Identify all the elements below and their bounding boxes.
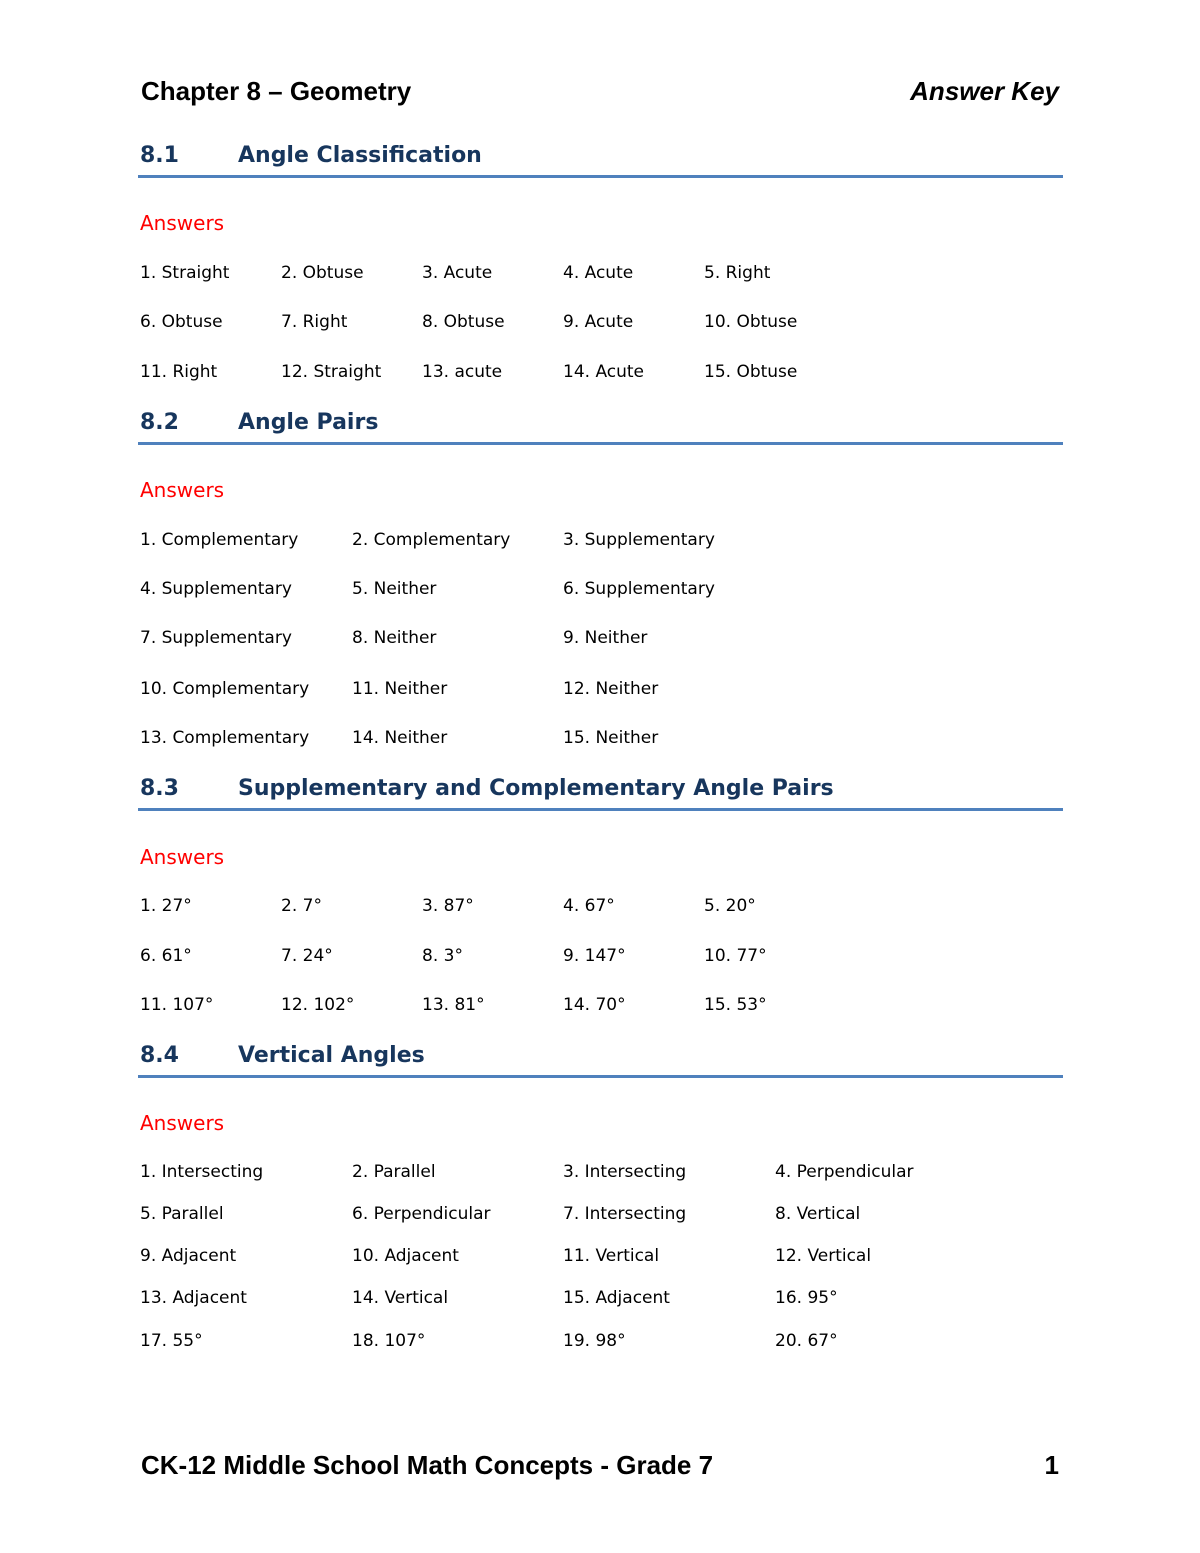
answer-item: 13. 81° [422, 995, 485, 1015]
footer-title: CK-12 Middle School Math Concepts - Grade 7 [141, 1450, 714, 1480]
answers-label: Answers [140, 211, 225, 235]
answer-item: 10. 77° [704, 946, 767, 966]
answer-item: 13. Adjacent [140, 1288, 247, 1308]
section-title: Supplementary and Complementary Angle Pairs [238, 776, 834, 801]
answer-item: 13. Complementary [140, 728, 310, 748]
answer-item: 3. Supplementary [563, 530, 715, 550]
section-number: 8.1 [140, 143, 179, 168]
answer-item: 4. Perpendicular [775, 1162, 914, 1182]
answer-item: 6. Supplementary [563, 579, 715, 599]
answer-item: 10. Obtuse [704, 312, 798, 332]
answer-item: 6. Obtuse [140, 312, 223, 332]
section-title: Angle Pairs [238, 410, 379, 435]
answer-item: 15. Neither [563, 728, 659, 748]
section-number: 8.3 [140, 776, 179, 801]
answer-item: 9. Adjacent [140, 1246, 237, 1266]
answer-item: 9. Neither [563, 628, 648, 648]
answer-item: 8. Obtuse [422, 312, 505, 332]
page-number: 1 [1044, 1450, 1059, 1480]
answer-item: 5. Parallel [140, 1204, 224, 1224]
answer-item: 7. 24° [281, 946, 333, 966]
answer-item: 2. Obtuse [281, 263, 364, 283]
section-number: 8.2 [140, 410, 179, 435]
answer-item: 11. Neither [352, 679, 448, 699]
section-8-3 [138, 774, 1063, 1024]
answer-item: 17. 55° [140, 1331, 203, 1351]
answer-item: 15. Obtuse [704, 362, 798, 382]
answers-label: Answers [140, 1111, 225, 1135]
answer-item: 8. Vertical [775, 1204, 861, 1224]
page-header [141, 74, 1059, 110]
answer-item: 9. 147° [563, 946, 626, 966]
section-heading [138, 141, 1063, 178]
answer-item: 18. 107° [352, 1331, 426, 1351]
chapter-title: Chapter 8 – Geometry [141, 76, 412, 106]
section-8-1 [138, 141, 1063, 391]
answer-item: 15. 53° [704, 995, 767, 1015]
answer-item: 5. 20° [704, 896, 756, 916]
answer-item: 7. Supplementary [140, 628, 292, 648]
answer-item: 8. 3° [422, 946, 463, 966]
answer-item: 1. Complementary [140, 530, 299, 550]
answer-item: 4. Supplementary [140, 579, 292, 599]
answer-item: 11. 107° [140, 995, 214, 1015]
answer-item: 12. Straight [281, 362, 382, 382]
answer-item: 14. Vertical [352, 1288, 449, 1308]
page-footer [141, 1448, 1059, 1484]
answer-item: 14. 70° [563, 995, 626, 1015]
section-title: Vertical Angles [238, 1043, 425, 1068]
answer-item: 13. acute [422, 362, 503, 382]
answer-item: 5. Right [704, 263, 771, 283]
answer-item: 3. Acute [422, 263, 493, 283]
answer-item: 14. Neither [352, 728, 448, 748]
section-title: Angle Classification [238, 143, 482, 168]
section-heading [138, 1041, 1063, 1078]
answer-item: 3. Intersecting [563, 1162, 687, 1182]
answer-item: 4. 67° [563, 896, 615, 916]
answer-item: 9. Acute [563, 312, 634, 332]
section-number: 8.4 [140, 1043, 179, 1068]
answers-label: Answers [140, 845, 225, 869]
answer-item: 12. 102° [281, 995, 355, 1015]
answer-item: 16. 95° [775, 1288, 838, 1308]
answer-item: 19. 98° [563, 1331, 626, 1351]
section-heading [138, 774, 1063, 811]
answer-item: 8. Neither [352, 628, 437, 648]
answer-item: 6. Perpendicular [352, 1204, 491, 1224]
answer-item: 1. Straight [140, 263, 230, 283]
section-heading [138, 408, 1063, 445]
answer-key-label: Answer Key [910, 76, 1059, 106]
section-8-4 [138, 1041, 1063, 1361]
answer-item: 7. Intersecting [563, 1204, 687, 1224]
answer-item: 11. Right [140, 362, 218, 382]
answer-item: 1. 27° [140, 896, 192, 916]
answer-item: 20. 67° [775, 1331, 838, 1351]
answers-label: Answers [140, 478, 225, 502]
answer-item: 2. 7° [281, 896, 322, 916]
answer-item: 14. Acute [563, 362, 645, 382]
answer-item: 6. 61° [140, 946, 192, 966]
answer-item: 10. Adjacent [352, 1246, 459, 1266]
answer-item: 11. Vertical [563, 1246, 660, 1266]
answer-item: 7. Right [281, 312, 348, 332]
answer-item: 12. Neither [563, 679, 659, 699]
section-8-2 [138, 408, 1063, 758]
answer-item: 5. Neither [352, 579, 437, 599]
answer-item: 4. Acute [563, 263, 634, 283]
answer-item: 1. Intersecting [140, 1162, 264, 1182]
answer-item: 2. Parallel [352, 1162, 436, 1182]
answer-item: 10. Complementary [140, 679, 310, 699]
answer-item: 2. Complementary [352, 530, 511, 550]
answer-item: 3. 87° [422, 896, 474, 916]
answer-item: 15. Adjacent [563, 1288, 670, 1308]
answer-item: 12. Vertical [775, 1246, 872, 1266]
